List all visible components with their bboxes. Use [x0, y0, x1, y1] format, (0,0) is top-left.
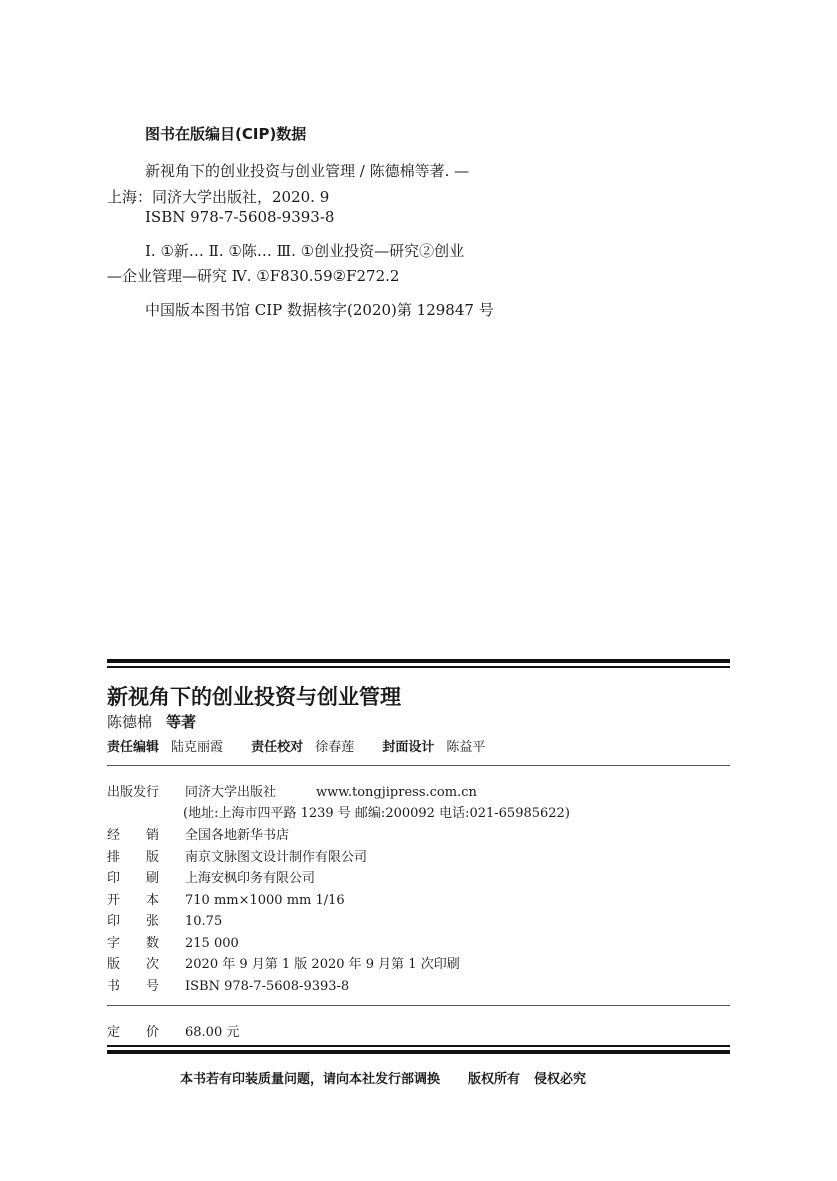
- sheets-row: [107, 910, 222, 929]
- label-char: 数: [146, 936, 160, 951]
- author-role: 等著: [166, 713, 197, 731]
- label-char: 定: [107, 1025, 121, 1040]
- proofreader: 徐春莲: [315, 740, 355, 755]
- divider: [107, 765, 730, 766]
- label-char: 张: [146, 914, 160, 929]
- typesetter-row: [107, 846, 367, 865]
- proofreader-label: 责任校对: [251, 740, 304, 755]
- cip-heading: 图书在版编目(CIP)数据: [145, 125, 307, 143]
- isbn-row: [107, 975, 349, 994]
- cip-line: 上海：同济大学出版社，2020. 9: [107, 188, 330, 206]
- distributor: 全国各地新华书店: [185, 828, 290, 843]
- publisher-website: www.tongjipress.com.cn: [316, 785, 477, 800]
- label-char: 书: [107, 979, 121, 994]
- label-char: 本: [146, 893, 160, 908]
- rights-reserved: 版权所有: [468, 1072, 521, 1087]
- divider: [107, 1005, 730, 1006]
- thick-rule: [107, 1050, 730, 1054]
- price-row: [107, 1021, 239, 1040]
- publisher-label: 出版发行: [107, 785, 160, 800]
- quality-notice: 本书若有印装质量问题，请向本社发行部调换: [180, 1072, 441, 1087]
- piracy-warning: 侵权必究: [534, 1072, 587, 1087]
- cip-line: ISBN 978-7-5608-9393-8: [145, 208, 335, 226]
- format: 710 mm×1000 mm 1/16: [185, 893, 345, 908]
- label-char: 版: [107, 957, 121, 972]
- label-char: 价: [146, 1025, 160, 1040]
- label-char: 字: [107, 936, 121, 951]
- cover-design-label: 封面设计: [382, 740, 435, 755]
- label-char: 排: [107, 850, 121, 865]
- responsible-editor-label: 责任编辑: [107, 740, 160, 755]
- isbn: ISBN 978-7-5608-9393-8: [185, 979, 350, 994]
- publisher-row: [107, 781, 477, 800]
- editors-line: [107, 736, 485, 755]
- thick-rule: [107, 659, 730, 663]
- label-char: 次: [146, 957, 160, 972]
- label-char: 印: [107, 871, 121, 886]
- label-char: 经: [107, 828, 121, 843]
- edition: 2020 年 9 月第 1 版 2020 年 9 月第 1 次印刷: [185, 957, 460, 972]
- edition-row: [107, 953, 460, 972]
- sheets: 10.75: [185, 914, 223, 929]
- price: 68.00 元: [185, 1025, 240, 1040]
- cip-line: 新视角下的创业投资与创业管理 / 陈德棉等著. —: [145, 162, 470, 180]
- publisher: 同济大学出版社: [185, 785, 277, 800]
- thin-rule: [107, 1045, 730, 1047]
- author-name: 陈德棉: [107, 713, 153, 731]
- cip-line: Ⅰ. ①新… Ⅱ. ①陈… Ⅲ. ①创业投资—研究②创业: [145, 242, 465, 260]
- copyright-notice: [180, 1068, 586, 1087]
- label-char: 号: [146, 979, 160, 994]
- words: 215 000: [185, 936, 239, 951]
- label-char: 刷: [146, 871, 160, 886]
- typesetter: 南京文脉图文设计制作有限公司: [185, 850, 368, 865]
- cover-designer: 陈益平: [446, 740, 486, 755]
- book-title: 新视角下的创业投资与创业管理: [107, 685, 401, 709]
- cip-line: —企业管理—研究 Ⅳ. ①F830.59②F272.2: [107, 267, 400, 285]
- authors-line: [107, 711, 196, 732]
- label-char: 开: [107, 893, 121, 908]
- responsible-editor: 陆克丽霞: [171, 740, 224, 755]
- label-char: 销: [146, 828, 160, 843]
- label-char: 版: [146, 850, 160, 865]
- cip-line: 中国版本图书馆 CIP 数据核字(2020)第 129847 号: [145, 301, 494, 319]
- words-row: [107, 932, 239, 951]
- printer-row: [107, 867, 315, 886]
- printer: 上海安枫印务有限公司: [185, 871, 316, 886]
- thin-rule: [107, 666, 730, 668]
- label-char: 印: [107, 914, 121, 929]
- publisher-address: (地址:上海市四平路 1239 号 邮编:200092 电话:021-65985622): [183, 806, 570, 821]
- distributor-row: [107, 824, 289, 843]
- format-row: [107, 889, 345, 908]
